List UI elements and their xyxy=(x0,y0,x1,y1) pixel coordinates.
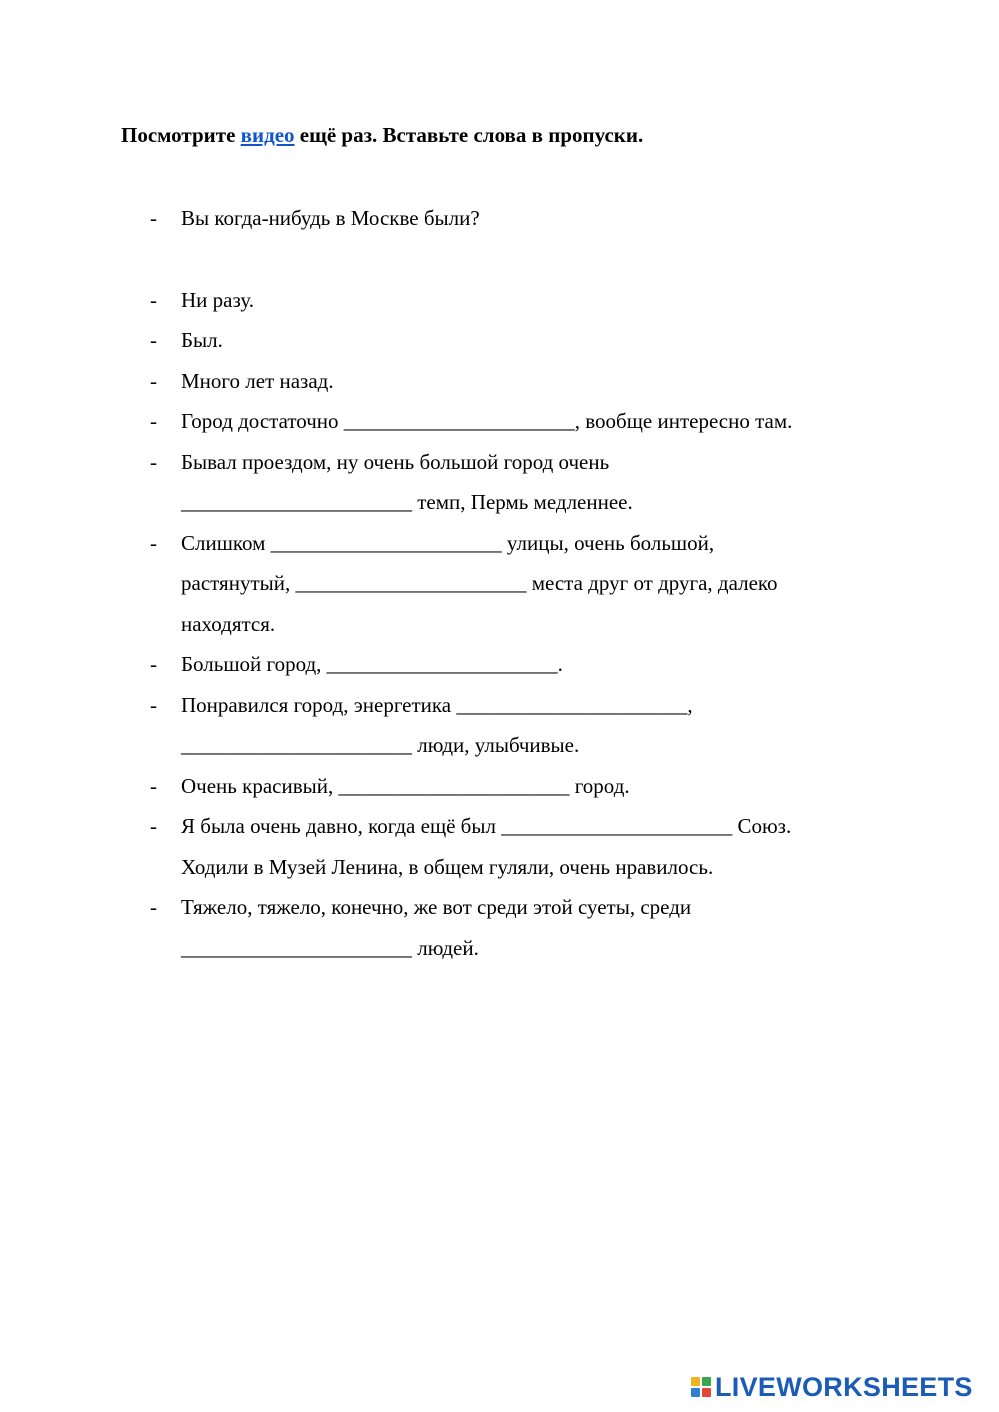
dialog-line-8: - Большой город, ______________________. xyxy=(150,644,910,685)
dialog-line-9: - Понравился город, энергетика ______________________, ______________________ люди, улыбчивые. xyxy=(150,685,910,766)
dialog-line-1: - Вы когда-нибудь в Москве были? xyxy=(150,198,910,239)
dialog-line-12: - Тяжело, тяжело, конечно, же вот среди этой суеты, среди ______________________ людей. xyxy=(150,887,910,968)
instruction-text-before: Посмотрите xyxy=(121,123,241,147)
dialog-list xyxy=(150,198,910,968)
dialog-line-2: - Ни разу. xyxy=(150,280,910,321)
logo-square-2 xyxy=(702,1377,711,1386)
dialog-line-5: - Город достаточно ______________________, вообще интересно там. xyxy=(150,401,910,442)
logo-square-4 xyxy=(702,1388,711,1397)
logo-squares-icon xyxy=(691,1377,711,1397)
dialog-line-4: - Много лет назад. xyxy=(150,361,910,402)
dialog-line-11: - Я была очень давно, когда ещё был ______________________ Союз. Ходили в Музей Ленина, в общем гуляли, очень нравилось. xyxy=(150,806,910,887)
logo-square-3 xyxy=(691,1388,700,1397)
dialog-line-3: - Был. xyxy=(150,320,910,361)
video-link[interactable]: видео xyxy=(240,123,295,147)
instruction-text-after: ещё раз. Вставьте слова в пропуски. xyxy=(294,123,644,147)
logo-square-1 xyxy=(691,1377,700,1386)
liveworksheets-logo xyxy=(691,1372,973,1402)
dialog-line-6: - Бывал проездом, ну очень большой город очень ______________________ темп, Пермь медленнее. xyxy=(150,442,910,523)
dialog-line-7: - Слишком ______________________ улицы, очень большой, растянутый, ______________________ места друг от друга, далеко находятся. xyxy=(150,523,910,645)
instruction-heading xyxy=(121,122,643,148)
logo-text: LIVEWORKSHEETS xyxy=(715,1372,973,1402)
dialog-line-10: - Очень красивый, ______________________ город. xyxy=(150,766,910,807)
